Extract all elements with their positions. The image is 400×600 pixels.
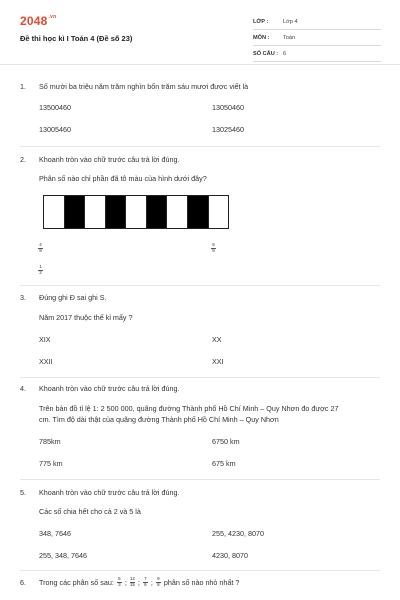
question-divider bbox=[20, 377, 380, 378]
shaded-stripe bbox=[188, 196, 209, 228]
shaded-stripe bbox=[106, 196, 127, 228]
fraction-option[interactable] bbox=[211, 243, 216, 253]
info-label: LỚP : bbox=[253, 18, 269, 25]
answer-option[interactable]: 675 km bbox=[212, 459, 236, 468]
fraction-denominator: 9 bbox=[39, 247, 42, 253]
unshaded-stripe bbox=[167, 196, 188, 228]
info-value: Lớp 4 bbox=[283, 18, 298, 25]
info-value: Toán bbox=[283, 34, 296, 41]
question-divider bbox=[20, 285, 380, 286]
fraction-denominator: 15 bbox=[129, 581, 135, 587]
site-logo[interactable] bbox=[20, 14, 56, 28]
info-row-question-count bbox=[253, 46, 381, 62]
answer-option[interactable]: 13500460 bbox=[39, 103, 71, 112]
striped-figure bbox=[43, 195, 229, 229]
question-text: Khoanh tròn vào chữ trước câu trả lời đúng. bbox=[39, 384, 180, 393]
answer-option[interactable]: 13050460 bbox=[212, 103, 244, 112]
fraction-option[interactable] bbox=[38, 243, 43, 253]
header-divider bbox=[0, 64, 400, 65]
question-subtext: cm. Tìm độ dài thật của quãng đường Thành phố Hồ Chí Minh – Quy Nhơn bbox=[39, 415, 279, 424]
question-text: Khoanh tròn vào chữ trước câu trả lời đúng. bbox=[39, 488, 180, 497]
info-label: SỐ CÂU : bbox=[253, 50, 279, 57]
shaded-stripe bbox=[65, 196, 86, 228]
answer-option[interactable]: XIX bbox=[39, 335, 51, 344]
fraction-numerator: 9 bbox=[157, 575, 160, 581]
unshaded-stripe bbox=[44, 196, 65, 228]
question-text: phân số nào nhỏ nhất ? bbox=[163, 577, 240, 587]
info-row-class bbox=[253, 14, 381, 30]
fraction-numerator: 1 bbox=[39, 264, 42, 269]
exam-title: Đề thi học kì I Toán 4 (Đề số 23) bbox=[20, 34, 133, 43]
fraction-numerator: 7 bbox=[144, 575, 147, 581]
fraction-denominator: 3 bbox=[118, 581, 121, 587]
answer-option[interactable]: 255, 348, 7646 bbox=[39, 551, 87, 560]
answer-option[interactable]: 785km bbox=[39, 437, 61, 446]
question-text: Trong các phân số sau: bbox=[39, 577, 114, 587]
question-number: 3. bbox=[20, 293, 26, 302]
fraction-numerator: 12 bbox=[129, 575, 135, 581]
question-divider bbox=[20, 570, 380, 571]
fraction bbox=[156, 577, 161, 587]
separator: ; bbox=[124, 577, 127, 587]
logo-text: 2048 bbox=[20, 14, 48, 28]
answer-option[interactable]: XXI bbox=[212, 357, 224, 366]
fraction-option[interactable] bbox=[38, 265, 43, 275]
unshaded-stripe bbox=[85, 196, 106, 228]
question-number: 5. bbox=[20, 488, 26, 497]
fraction-denominator: 8 bbox=[157, 581, 160, 587]
logo-suffix: .vn bbox=[48, 14, 57, 20]
fraction-numerator: 4 bbox=[39, 242, 42, 247]
question-subtext: Phân số nào chỉ phần đã tô màu của hình dưới đây? bbox=[39, 174, 207, 183]
answer-option[interactable]: XXII bbox=[39, 357, 53, 366]
question-text: Số mười ba triệu năm trăm nghìn bốn trăm sáu mươi được viết là bbox=[39, 82, 249, 91]
question-subtext: Các số chia hết cho cả 2 và 5 là bbox=[39, 507, 141, 516]
fraction-numerator: 5 bbox=[118, 575, 121, 581]
question-divider bbox=[20, 146, 380, 147]
answer-option[interactable]: 13025460 bbox=[212, 125, 244, 134]
unshaded-stripe bbox=[209, 196, 229, 228]
question-number: 2. bbox=[20, 155, 26, 164]
separator: ; bbox=[150, 577, 153, 587]
question-number: 6. bbox=[20, 578, 26, 587]
question-subtext: Trên bản đồ tỉ lệ 1: 2 500 000, quãng đường Thành phố Hồ Chí Minh – Quy Nhơn đo được 27 bbox=[39, 404, 339, 413]
answer-option[interactable]: 4230, 8070 bbox=[212, 551, 248, 560]
unshaded-stripe bbox=[126, 196, 147, 228]
info-label: MÔN : bbox=[253, 34, 270, 41]
info-value: 6 bbox=[283, 50, 287, 57]
question-subtext: Năm 2017 thuộc thế kỉ mấy ? bbox=[39, 313, 133, 322]
fraction bbox=[143, 577, 148, 587]
exam-info-table bbox=[253, 14, 381, 62]
answer-option[interactable]: 775 km bbox=[39, 459, 63, 468]
question-divider bbox=[20, 479, 380, 480]
answer-option[interactable]: XX bbox=[212, 335, 222, 344]
answer-option[interactable]: 13005460 bbox=[39, 125, 71, 134]
answer-option[interactable]: 255, 4230, 8070 bbox=[212, 529, 264, 538]
fraction bbox=[130, 577, 135, 587]
fraction bbox=[117, 577, 122, 587]
fraction-denominator: 6 bbox=[144, 581, 147, 587]
fraction-numerator: 5 bbox=[212, 242, 215, 247]
shaded-stripe bbox=[147, 196, 168, 228]
question-text: Đúng ghi Đ sai ghi S. bbox=[39, 293, 107, 302]
question-number: 4. bbox=[20, 384, 26, 393]
fraction-denominator: 9 bbox=[212, 247, 215, 253]
question-number: 1. bbox=[20, 82, 26, 91]
fraction-denominator: 2 bbox=[39, 269, 42, 275]
answer-option[interactable]: 6750 km bbox=[212, 437, 240, 446]
info-row-subject bbox=[253, 30, 381, 46]
question-text-row bbox=[39, 575, 239, 589]
separator: ; bbox=[137, 577, 140, 587]
question-text: Khoanh tròn vào chữ trước câu trả lời đúng. bbox=[39, 155, 180, 164]
answer-option[interactable]: 348, 7646 bbox=[39, 529, 71, 538]
